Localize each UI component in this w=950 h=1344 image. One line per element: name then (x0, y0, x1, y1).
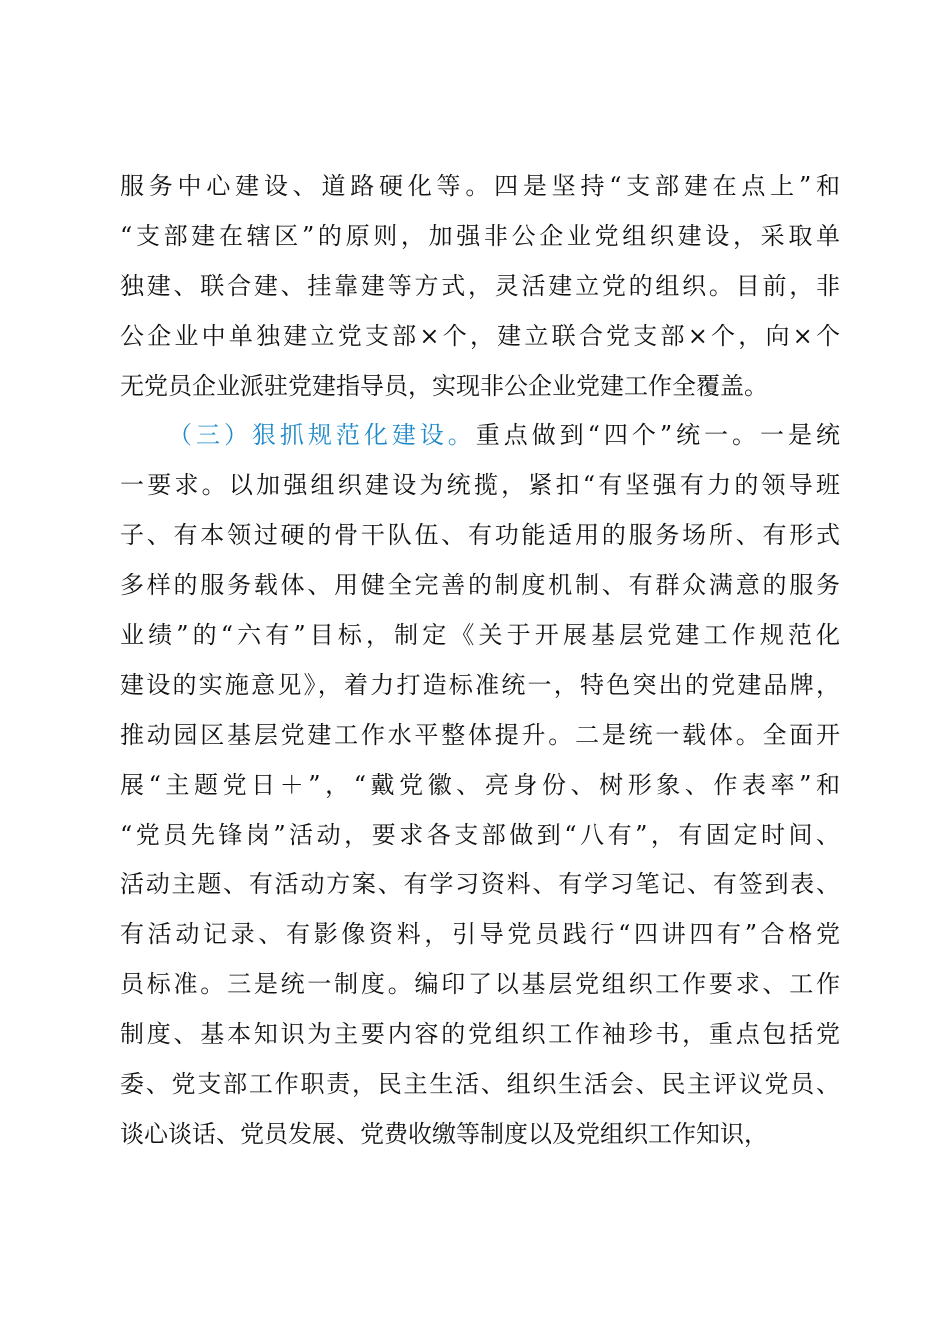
paragraph-line: 独建、联合建、挂靠建等方式，灵活建立党的组织。目前，非 (120, 271, 840, 300)
paragraph-line: 员标准。三是统一制度。编印了以基层党组织工作要求、工作 (120, 970, 840, 999)
paragraph-line: “支部建在辖区”的原则，加强非公企业党组织建设，采取单 (120, 221, 840, 250)
paragraph-line: 谈心谈话、党员发展、党费收缴等制度以及党组织工作知识， (120, 1119, 768, 1148)
section-heading-line (120, 411, 840, 461)
paragraph-line: 制度、基本知识为主要内容的党组织工作袖珍书，重点包括党 (120, 1020, 840, 1049)
section-heading-continuation: 重点做到“四个”统一。一是统 (475, 421, 840, 450)
paragraph-line: 多样的服务载体、用健全完善的制度机制、有群众满意的服务 (120, 571, 840, 600)
section-heading: （三）狠抓规范化建设。 (168, 421, 476, 450)
paragraph-line: 展“主题党日＋”，“戴党徽、亮身份、树形象、作表率”和 (120, 770, 840, 799)
paragraph-line: 业绩”的“六有”目标，制定《关于开展基层党建工作规范化 (120, 621, 840, 650)
paragraph-line: 服务中心建设、道路硬化等。四是坚持“支部建在点上”和 (120, 172, 840, 200)
paragraph-line: 公企业中单独建立党支部×个，建立联合党支部×个，向×个 (120, 321, 840, 350)
paragraph-line: 一要求。以加强组织建设为统揽，紧扣“有坚强有力的领导班 (120, 471, 840, 500)
paragraph-line: 无党员企业派驻党建指导员，实现非公企业党建工作全覆盖。 (120, 371, 768, 400)
paragraph-line: 推动园区基层党建工作水平整体提升。二是统一载体。全面开 (120, 720, 840, 749)
paragraph-line: 委、党支部工作职责，民主生活、组织生活会、民主评议党员、 (120, 1070, 840, 1099)
paragraph-line: 子、有本领过硬的骨干队伍、有功能适用的服务场所、有形式 (120, 521, 840, 550)
paragraph-line: “党员先锋岗”活动，要求各支部做到“八有”，有固定时间、 (120, 820, 840, 849)
paragraph-line: 建设的实施意见》，着力打造标准统一，特色突出的党建品牌， (120, 670, 840, 699)
paragraph-line: 有活动记录、有影像资料，引导党员践行“四讲四有”合格党 (120, 920, 840, 949)
paragraph-line: 活动主题、有活动方案、有学习资料、有学习笔记、有签到表、 (120, 870, 840, 899)
body-text (120, 162, 840, 1160)
